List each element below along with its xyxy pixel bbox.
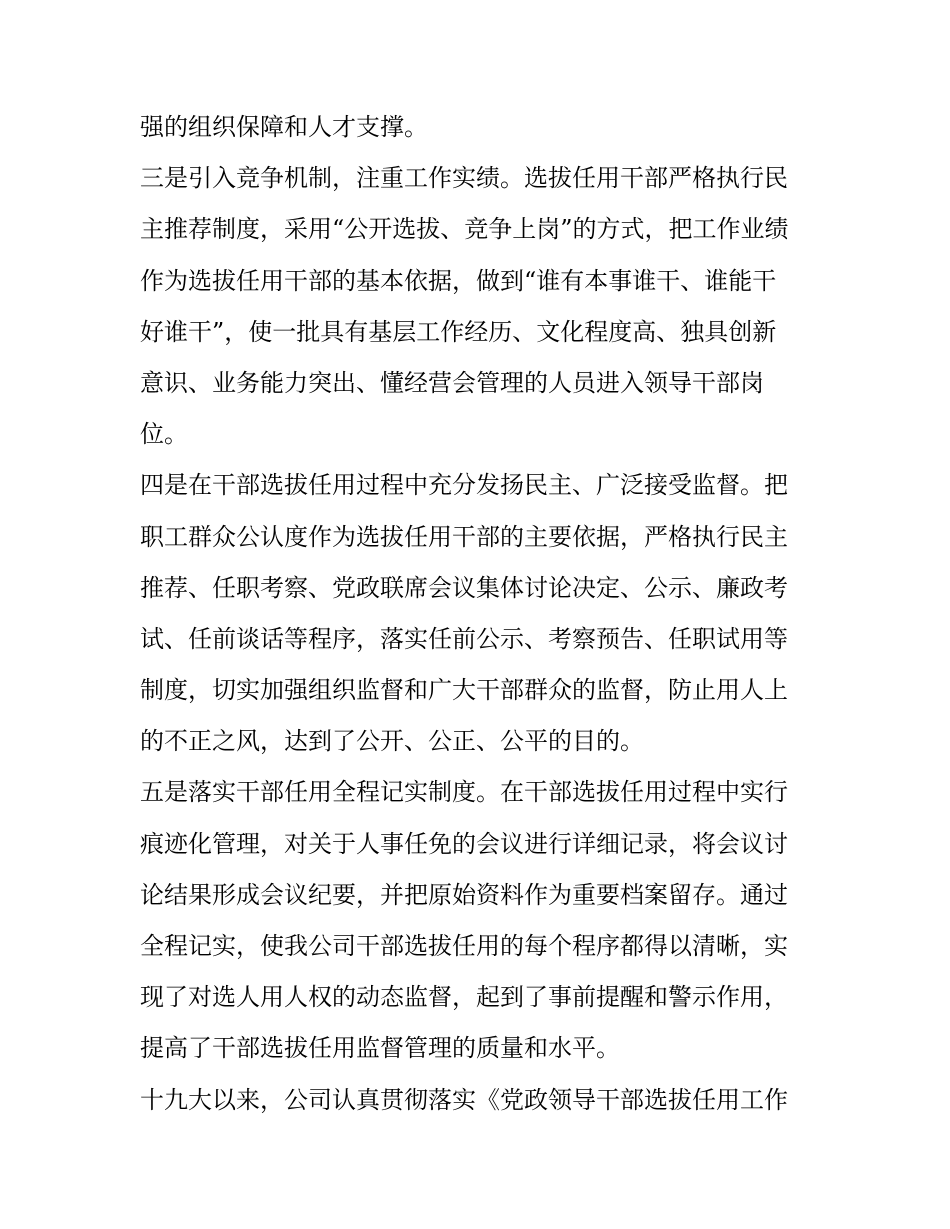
text-line: 痕迹化管理，对关于人事任免的会议进行详细记录，将会议讨	[140, 829, 788, 858]
text-line: 全程记实，使我公司干部选拔任用的每个程序都得以清晰，实	[140, 932, 788, 960]
text-line: 作为选拔任用干部的基本依据，做到“谁有本事谁干、谁能干	[140, 266, 777, 295]
body-text	[140, 102, 820, 1126]
text-line: 现了对选人用人权的动态监督，起到了事前提醒和警示作用，	[140, 983, 788, 1012]
text-line: 职工群众公认度作为选拔任用干部的主要依据，严格执行民主	[140, 522, 788, 551]
text-line: 推荐、任职考察、党政联席会议集体讨论决定、公示、廉政考	[140, 573, 788, 602]
text-line: 三是引入竞争机制，注重工作实绩。选拔任用干部严格执行民	[140, 164, 788, 193]
text-line: 十九大以来，公司认真贯彻落实《党政领导干部选拔任用工作	[140, 1085, 788, 1114]
text-line: 强的组织保障和人才支撑。	[140, 113, 428, 141]
text-line: 提高了干部选拔任用监督管理的质量和水平。	[140, 1034, 620, 1063]
text-line: 制度，切实加强组织监督和广大干部群众的监督，防止用人上	[140, 676, 788, 705]
text-line: 好谁干”，使一批具有基层工作经历、文化程度高、独具创新	[140, 317, 777, 346]
text-line: 主推荐制度，采用“公开选拔、竞争上岗”的方式，把工作业绩	[140, 215, 789, 244]
text-line: 论结果形成会议纪要，并把原始资料作为重要档案留存。通过	[140, 880, 788, 909]
text-line: 五是落实干部任用全程记实制度。在干部选拔任用过程中实行	[140, 778, 788, 807]
text-line: 四是在干部选拔任用过程中充分发扬民主、广泛接受监督。把	[140, 471, 788, 500]
text-line: 的不正之风，达到了公开、公正、公平的目的。	[140, 727, 644, 756]
text-line: 意识、业务能力突出、懂经营会管理的人员进入领导干部岗	[140, 368, 764, 397]
text-line: 试、任前谈话等程序，落实任前公示、考察预告、任职试用等	[140, 624, 788, 653]
text-line: 位。	[140, 420, 188, 449]
